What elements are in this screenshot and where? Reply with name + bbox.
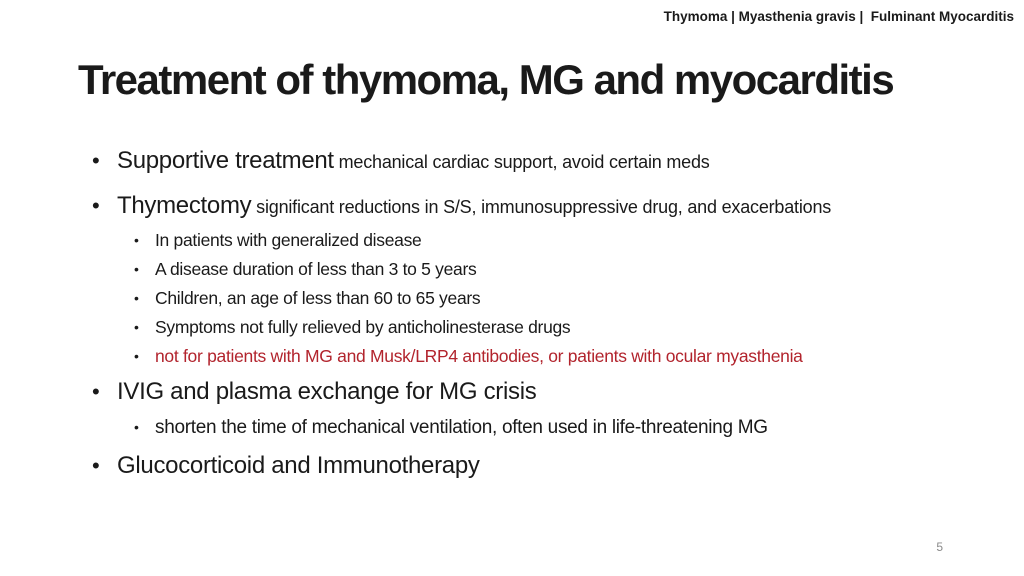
bullet-item-supportive-treatment — [90, 146, 994, 177]
bullet-item-ivig — [90, 377, 994, 407]
sub-bullet-text: In patients with generalized disease — [155, 230, 422, 250]
bullet-main-text: Thymectomy — [117, 192, 252, 219]
sub-bullet-item — [90, 413, 994, 443]
bullet-item-glucocorticoid — [90, 451, 994, 481]
sub-bullet-item-warning — [90, 342, 994, 371]
sub-bullet-item — [90, 226, 994, 255]
bullet-item-thymectomy — [90, 191, 994, 222]
sub-bullet-warning-text: not for patients with MG and Musk/LRP4 antibodies, or patients with ocular myasthenia — [155, 346, 803, 366]
slide-header-tagline: Thymoma | Myasthenia gravis | Fulminant Myocarditis — [663, 9, 1014, 24]
sub-bullet-text: A disease duration of less than 3 to 5 years — [155, 259, 477, 279]
bullet-list — [90, 146, 994, 481]
bullet-main-text: Glucocorticoid and Immunotherapy — [117, 452, 480, 479]
bullet-main-text: Supportive treatment — [117, 147, 334, 174]
sub-bullet-item — [90, 313, 994, 342]
sub-bullet-text: Symptoms not fully relieved by anticholinesterase drugs — [155, 317, 571, 337]
sub-bullet-text: Children, an age of less than 60 to 65 years — [155, 288, 481, 308]
bullet-detail-text: mechanical cardiac support, avoid certain meds — [333, 152, 710, 172]
sub-bullet-item — [90, 255, 994, 284]
sub-bullet-item — [90, 284, 994, 313]
bullet-main-text: IVIG and plasma exchange for MG crisis — [117, 378, 537, 405]
sub-bullet-text: shorten the time of mechanical ventilation, often used in life-threatening MG — [155, 417, 768, 438]
page-number: 5 — [936, 540, 943, 554]
slide-title: Treatment of thymoma, MG and myocarditis — [78, 56, 894, 103]
bullet-detail-text: significant reductions in S/S, immunosuppressive drug, and exacerbations — [251, 197, 832, 217]
